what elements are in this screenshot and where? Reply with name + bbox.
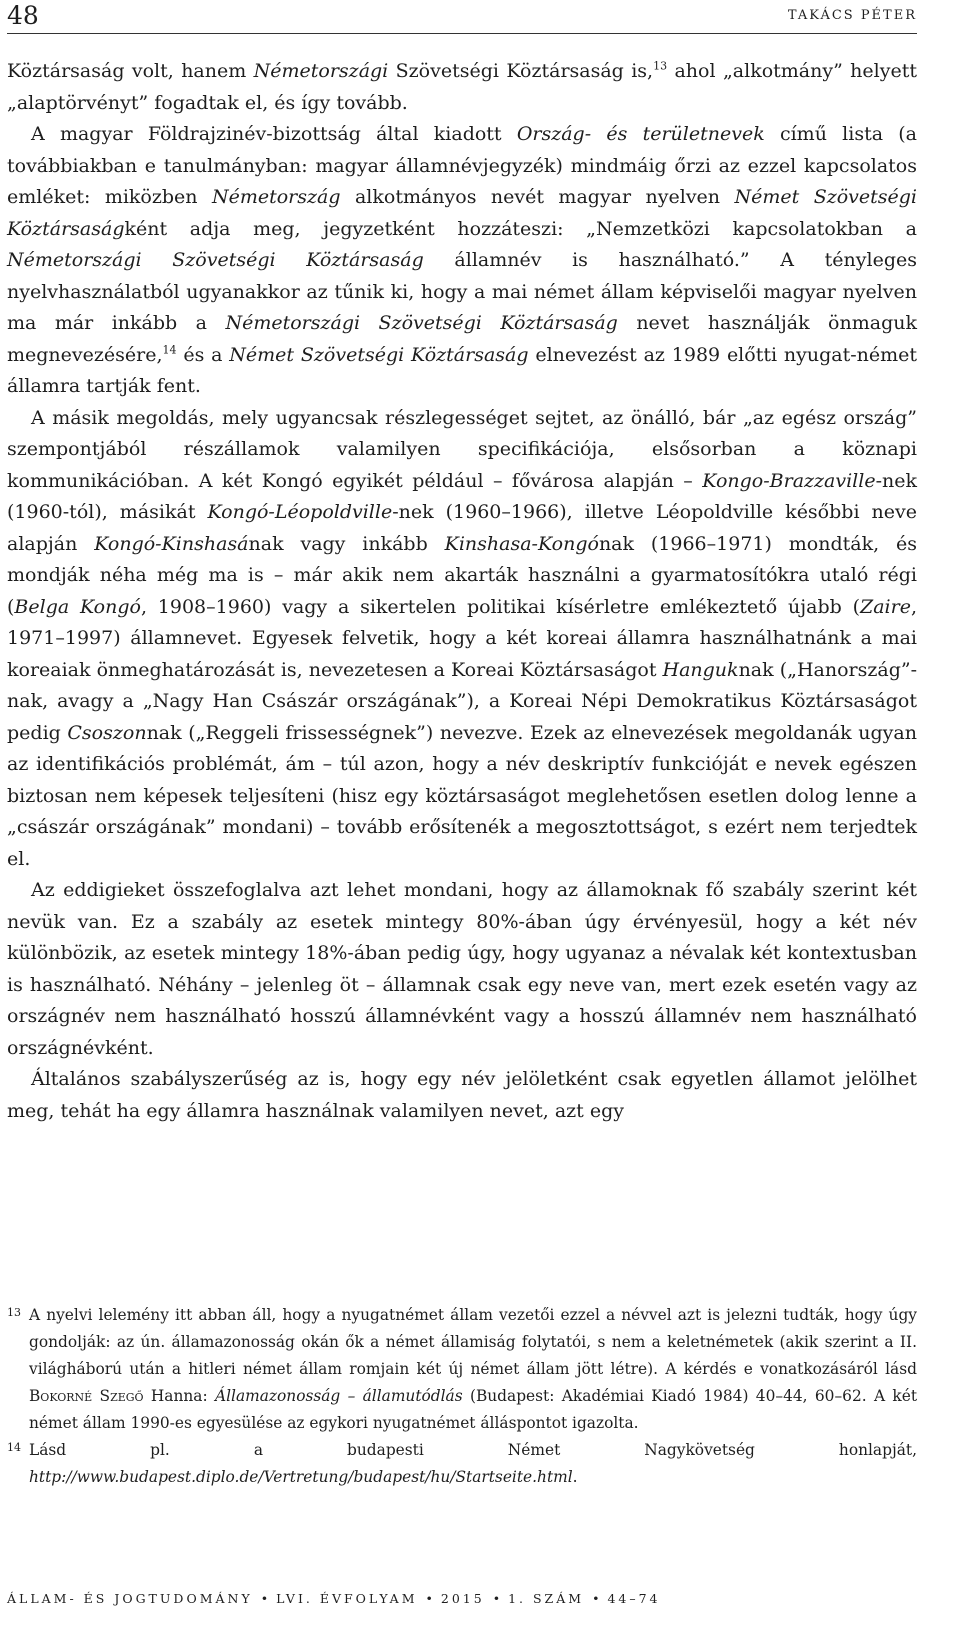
text-span: államnév is használható.” A tényleges nyelvhasználatból ugyanakkor az tűnik ki, hogy a mai német állam képviselői magyar nyelven ma már inkább a: [7, 249, 917, 334]
text-span: A nyelvi lelemény itt abban áll, hogy a nyugatnémet állam vezetői ezzel a névvel azt is jelezni tudták, hogy úgy gondolják: az ún. államazonosság okán ők a német államiság folytatói, s nem a keletnémetek (akik szerint a II. világháború után a hitleri német állam romjain két új német állam jött létre). A kérdés e vonatkozásáról lásd: [29, 1306, 917, 1378]
text-span: , 1971–1997) államnevet. Egyesek felvetik, hogy a két koreai államra használhatnánk a mai koreaiak önmeghatározását is, nevezetesen a Koreai Köztársaságot: [7, 595, 917, 681]
page-footer: [7, 1591, 917, 1606]
page-range: 44–74: [607, 1591, 661, 1606]
text-span: nevet használják önmaguk megnevezésére,: [7, 312, 917, 366]
book-title: Államazonosság – államutódlás: [215, 1387, 463, 1405]
separator-bullet: •: [492, 1591, 501, 1606]
italic-text: Kongó-Léopoldville: [207, 501, 393, 523]
footnote-ref-13[interactable]: 13: [653, 59, 668, 73]
paragraph-2: [7, 119, 917, 403]
separator-bullet: •: [425, 1591, 433, 1606]
text-span: elnevezést az 1989 előtti nyugat-német államra tartják fent.: [7, 343, 917, 397]
footnote-ref-14[interactable]: 14: [162, 343, 177, 357]
italic-text: Ország- és területnevek: [516, 123, 765, 145]
text-span: című lista (a továbbiakban e tanulmányban: magyar államnévjegyzék) mindmáig őrzi az ezzel kapcsolatos emléket: miközben: [7, 123, 918, 208]
text-span: nak („Reggeli frissességnek”) nevezve. Ezek az elnevezések megoldanák ugyan az identifikációs problémát, ám – túl azon, hogy a név deskriptív funkcióját e nevek egészen biztosan nem képesek teljesíteni (hisz egy köztársaságot meglehetősen esetlen dolog lenne a „császár országának” mondani) – tovább erősítenék a megosztottságot, s ezért nem terjedtek el.: [7, 721, 917, 870]
text-span: A másik megoldás, mely ugyancsak részlegességet sejtet, az önálló, bár „az egész ország” szempontjából részállamok valamilyen specifikációja, elsősorban a köznapi kommunikációban. A két Kongó egyikét például – fővárosa alapján –: [7, 406, 917, 492]
text-span: Köztársaság volt, hanem: [7, 60, 254, 82]
text-span: -nek (1960–1966), illetve Léopoldville későbbi neve alapján: [7, 501, 917, 555]
paragraph-5: Általános szabályszerűség az is, hogy egy név jelöletként csak egyetlen államot jelölhet meg, tehát ha egy államra használnak valamilyen nevet, azt egy: [7, 1068, 917, 1122]
italic-text: Belga Kongó: [14, 595, 141, 618]
italic-text: Hanguk: [662, 658, 739, 681]
italic-text: Kongó-Kinshasá: [94, 532, 249, 555]
italic-text: Kongo-Brazzaville: [702, 469, 876, 492]
footnotes: [7, 1302, 917, 1491]
running-head-author: TAKÁCS PÉTER: [787, 8, 917, 23]
page-number: 48: [7, 1, 39, 30]
italic-text: Csoszon: [67, 721, 147, 744]
text-span: nak („Hanország”-nak, avagy a „Nagy Han Császár országának”), a Koreai Népi Demokratikus Köztársaságot pedig: [7, 658, 917, 744]
text-span: A magyar Földrajzinév-bizottság által kiadott: [31, 123, 517, 145]
volume: LVI. ÉVFOLYAM: [276, 1591, 418, 1606]
text-span: Lásd pl. a budapesti Német Nagykövetség honlapját,: [29, 1441, 917, 1459]
main-text: [7, 56, 917, 1127]
italic-text: Zaire: [860, 595, 911, 618]
text-span: nak (1966–1971) mondták, és mondják néha még ma is – már akik nem akarták használni a gyarmatosítókra utaló régi (: [7, 532, 918, 618]
italic-text: Németországi Szövetségi Köztársaság: [7, 249, 424, 271]
footnote-number: 14: [7, 1441, 21, 1454]
issue: 1. SZÁM: [508, 1591, 585, 1606]
italic-text: Németországi Szövetségi Köztársaság: [225, 312, 618, 334]
text-span: Szövetségi Köztársaság is,: [388, 60, 654, 82]
italic-text: Kinshasa-Kongó: [444, 532, 599, 555]
footnote-13: [7, 1302, 917, 1437]
footnote-number: 13: [7, 1306, 21, 1319]
italic-text: Német Szövetségi Köztársaság: [229, 343, 529, 366]
embassy-url-link[interactable]: http://www.budapest.diplo.de/Vertretung/budapest/hu/Startseite.html: [29, 1468, 573, 1486]
italic-text: Németország: [211, 186, 341, 208]
separator-bullet: •: [592, 1591, 600, 1606]
paragraph-1: [7, 56, 917, 119]
text-span: , 1908–1960) vagy a sikertelen politikai kísérletre emlékeztető újabb (: [140, 595, 860, 618]
paragraph-4: Az eddigieket összefoglalva azt lehet mondani, hogy az államoknak fő szabály szerint két nevük van. Ez a szabály az esetek mintegy 80%-ában úgy érvényesül, hogy a két név különbözik, az esetek mintegy 18%-ában pedig úgy, hogy ugyanaz a névalak két kontextusban is használható. Néhány – jelenleg öt – államnak csak egy neve van, mert ezek esetén vagy az országnév nem használható hosszú államnévként vagy a hosszú államnév nem használható országnévként.: [7, 879, 917, 1059]
text-span: Hanna:: [143, 1387, 215, 1405]
page-header: [7, 0, 917, 34]
author-name: Bokorné Szegő: [29, 1387, 144, 1405]
text-span: ahol „alkotmány” helyett „alaptörvényt” fogadtak el, és így tovább.: [7, 60, 917, 114]
separator-bullet: •: [260, 1591, 269, 1606]
year: 2015: [440, 1591, 485, 1606]
italic-text: Német Szövetségi Köztársaság: [7, 186, 918, 240]
text-span: nak vagy inkább: [248, 532, 445, 555]
text-span: .: [572, 1468, 578, 1486]
footnote-14: [7, 1437, 917, 1491]
journal-name: ÁLLAM- ÉS JOGTUDOMÁNY: [7, 1591, 253, 1606]
text-span: ként adja meg, jegyzetként hozzáteszi: „Nemzetközi kapcsolatokban a: [124, 217, 917, 240]
italic-text: Németországi: [253, 60, 389, 82]
text-span: (Budapest: Akadémiai Kiadó 1984) 40–44, 60–62. A két német állam 1990-es egyesülése az egykori nyugatnémet álláspontot igazolta.: [29, 1387, 918, 1432]
text-span: alkotmányos nevét magyar nyelven: [340, 186, 735, 208]
text-span: és a: [176, 343, 230, 366]
text-span: -nek (1960-tól), másikát: [7, 469, 917, 523]
paragraph-3: [7, 403, 917, 876]
